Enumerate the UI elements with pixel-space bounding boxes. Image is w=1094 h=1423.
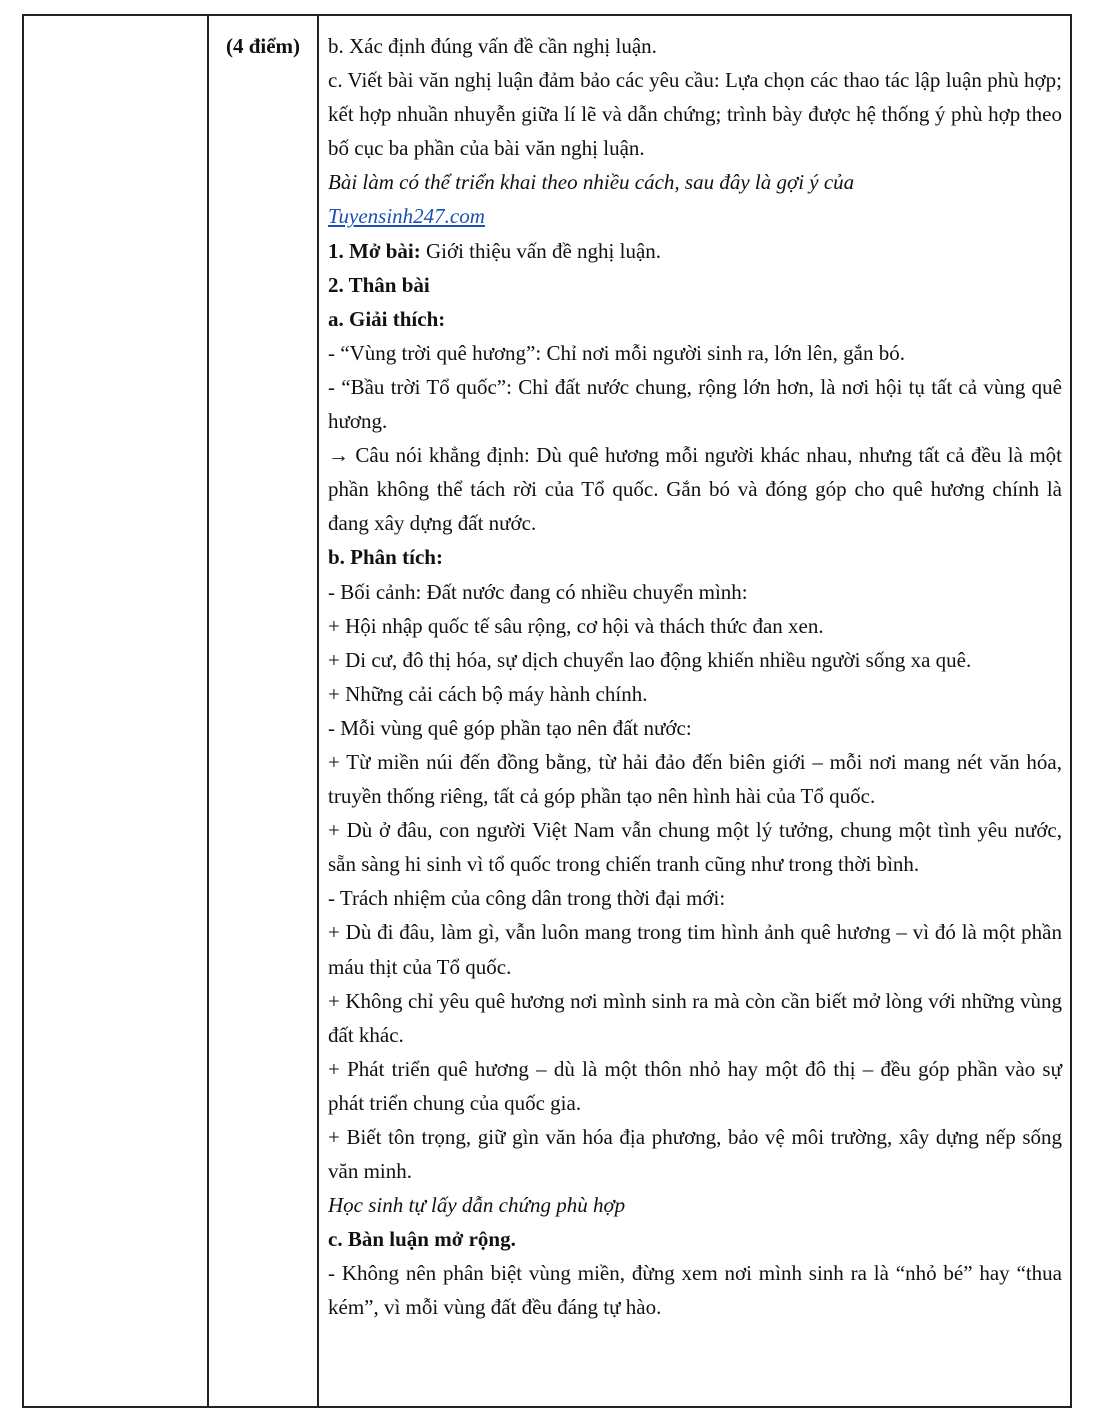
score-cell: (4 điểm) bbox=[225, 34, 301, 58]
mo-bai-text: Giới thiệu vấn đề nghị luận. bbox=[425, 238, 662, 263]
line-ton-trong: + Biết tôn trọng, giữ gìn văn hóa địa phương, bảo vệ môi trường, xây dựng nếp sống văn minh. bbox=[328, 1125, 1062, 1184]
column-divider-2 bbox=[317, 16, 319, 1406]
line-di-cu: + Di cư, đô thị hóa, sự dịch chuyển lao động khiến nhiều người sống xa quê. bbox=[328, 647, 972, 672]
column-divider-1 bbox=[207, 16, 209, 1406]
mo-bai-label: 1. Mở bài: bbox=[328, 238, 421, 263]
line-du-o-dau: + Dù ở đâu, con người Việt Nam vẫn chung một lý tưởng, chung một tình yêu nước, sẵn sàng hi sinh vì tổ quốc trong chiến tranh cũng như trong thời bình. bbox=[328, 818, 1062, 877]
line-hoi-nhap: + Hội nhập quốc tế sâu rộng, cơ hội và thách thức đan xen. bbox=[328, 613, 824, 638]
line-khong-chi-yeu: + Không chỉ yêu quê hương nơi mình sinh ra mà còn cần biết mở lòng với những vùng đất khác. bbox=[328, 988, 1062, 1047]
line-dan-chung: Học sinh tự lấy dẫn chứng phù hợp bbox=[328, 1193, 626, 1218]
line-du-di-dau: + Dù đi đâu, làm gì, vẫn luôn mang trong tim hình ảnh quê hương – vì đó là một phần máu thịt của Tổ quốc. bbox=[328, 920, 1062, 979]
line-b-identify: b. Xác định đúng vấn đề cần nghị luận. bbox=[328, 34, 657, 58]
line-bau-troi: - “Bầu trời Tổ quốc”: Chỉ đất nước chung, rộng lớn hơn, là nơi hội tụ tất cả vùng quê hương. bbox=[328, 374, 1062, 434]
line-boi-canh: - Bối cảnh: Đất nước đang có nhiều chuyển mình: bbox=[328, 579, 748, 604]
source-link[interactable]: Tuyensinh247.com bbox=[328, 204, 485, 229]
heading-than-bai: 2. Thân bài bbox=[328, 272, 430, 297]
line-phat-trien: + Phát triển quê hương – dù là một thôn nhỏ hay một đô thị – đều góp phần vào sự phát triển chung của quốc gia. bbox=[328, 1056, 1062, 1115]
line-moi-vung-que: - Mỗi vùng quê góp phần tạo nên đất nước: bbox=[328, 715, 692, 740]
line-tu-mien-nui: + Từ miền núi đến đồng bằng, từ hải đảo đến biên giới – mỗi nơi mang nét văn hóa, truyền thống riêng, tất cả góp phần tạo nên hình hài của Tổ quốc. bbox=[328, 749, 1062, 809]
answer-table bbox=[22, 14, 1072, 1408]
heading-ban-luan: c. Bàn luận mở rộng. bbox=[328, 1227, 516, 1252]
content-cell bbox=[328, 29, 1062, 1325]
line-suggestion-note: Bài làm có thể triển khai theo nhiều cách, sau đây là gợi ý của bbox=[328, 170, 855, 195]
line-vung-troi: - “Vùng trời quê hương”: Chỉ nơi mỗi người sinh ra, lớn lên, gắn bó. bbox=[328, 340, 905, 365]
line-khang-dinh: → Câu nói khẳng định: Dù quê hương mỗi người khác nhau, nhưng tất cả đều là một phần không thể tách rời của Tổ quốc. Gắn bó và đóng góp cho quê hương chính là đang xây dựng đất nước. bbox=[328, 443, 1062, 536]
line-khong-phan-biet: - Không nên phân biệt vùng miền, đừng xem nơi mình sinh ra là “nhỏ bé” hay “thua kém”, vì mỗi vùng đất đều đáng tự hào. bbox=[328, 1261, 1062, 1320]
line-trach-nhiem: - Trách nhiệm của công dân trong thời đại mới: bbox=[328, 886, 726, 911]
line-mo-bai bbox=[328, 234, 1062, 268]
heading-giai-thich: a. Giải thích: bbox=[328, 306, 446, 331]
line-cai-cach: + Những cải cách bộ máy hành chính. bbox=[328, 681, 648, 706]
line-c-requirements: c. Viết bài văn nghị luận đảm bảo các yêu cầu: Lựa chọn các thao tác lập luận phù hợp; kết hợp nhuần nhuyễn giữa lí lẽ và dẫn chứng; trình bày được hệ thống ý phù hợp theo bố cục ba phần của bài văn nghị luận. bbox=[328, 68, 1062, 161]
heading-phan-tich: b. Phân tích: bbox=[328, 545, 443, 570]
